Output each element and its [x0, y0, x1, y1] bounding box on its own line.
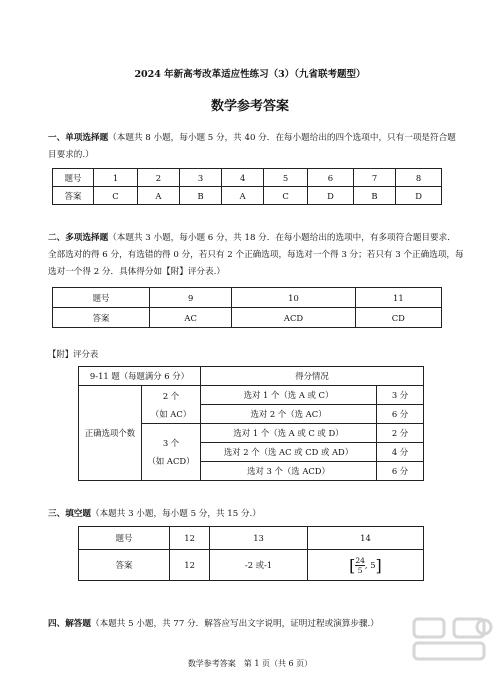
scoring-rubric-table [78, 366, 424, 481]
rubric-desc: 选对 2 个（选 AC） [201, 405, 377, 424]
answer-cell: AC [150, 308, 232, 328]
question-number: 10 [232, 288, 355, 308]
section3-table [78, 526, 424, 581]
question-number: 3 [179, 169, 221, 187]
question-number: 14 [307, 527, 423, 550]
question-number: 9 [150, 288, 232, 308]
section3-heading: 三、填空题 [48, 509, 91, 519]
section1-heading: 一、单项选择题 [48, 133, 109, 143]
rubric-desc: 选对 1 个（选 A 或 C 或 D） [201, 424, 377, 443]
interval-close-bracket: ] [375, 555, 382, 575]
answer-cell: B [353, 187, 395, 205]
row-label: 答案 [53, 187, 94, 205]
section4-heading: 四、解答题 [48, 619, 91, 629]
table-row [53, 288, 442, 308]
question-number: 6 [308, 169, 354, 187]
rubric-group-label: 正确选项个数 [79, 386, 142, 481]
fraction-denominator: 5 [357, 565, 363, 575]
table-row [53, 308, 442, 328]
answer-cell: D [308, 187, 354, 205]
question-number: 8 [396, 169, 442, 187]
table-row [79, 367, 424, 386]
row-label: 答案 [53, 308, 150, 328]
rubric-desc: 选对 1 个（选 A 或 C） [201, 386, 377, 405]
answer-cell: D [396, 187, 442, 205]
rubric-desc: 选对 2 个（选 AC 或 CD 或 AD） [201, 443, 377, 462]
table-row [79, 386, 424, 405]
rubric-score: 4 分 [377, 443, 424, 462]
rubric-two-sub: （如 AC） [150, 408, 192, 419]
exam-title: 2024 年新高考改革适应性练习（3）（九省联考题型） [134, 69, 366, 80]
rubric-score: 6 分 [377, 405, 424, 424]
section1-desc: （本题共 8 小题，每小题 5 分，共 40 分．在每小题给出的四个选项中，只有一项是符合题目要求的.） [48, 133, 456, 160]
interval-open-bracket: [ [349, 555, 356, 575]
table-row [53, 187, 442, 205]
question-number: 11 [355, 288, 441, 308]
answer-cell: A [137, 187, 179, 205]
answer-cell: B [179, 187, 221, 205]
answer-cell: C [264, 187, 308, 205]
page-footer: 数学参考答案 第 1 页（共 6 页） [187, 659, 313, 668]
question-number: 4 [222, 169, 264, 187]
watermark-logo-icon [410, 615, 494, 663]
section2-intro [48, 230, 464, 281]
answer-cell: CD [355, 308, 441, 328]
rubric-score: 2 分 [377, 424, 424, 443]
question-number: 2 [137, 169, 179, 187]
table-row [53, 169, 442, 187]
fraction-numerator: 24 [355, 555, 365, 565]
rubric-two-title: 2 个 [162, 390, 180, 401]
question-number: 7 [353, 169, 395, 187]
section2-table [52, 287, 442, 328]
document-title: 数学参考答案 [210, 99, 289, 114]
appendix-label: 【附】评分表 [48, 349, 99, 359]
question-number: 5 [264, 169, 308, 187]
rubric-head-left: 9-11 题（每题满分 6 分） [79, 367, 201, 386]
question-number: 12 [170, 527, 210, 550]
rubric-two-options [142, 386, 201, 424]
table-row [79, 550, 424, 581]
question-number: 1 [94, 169, 138, 187]
interval-upper: , 5 [364, 559, 376, 570]
rubric-three-options [142, 424, 201, 481]
fraction [355, 556, 365, 575]
answer-cell: 12 [170, 550, 210, 581]
rubric-three-sub: （如 ACD） [147, 456, 195, 466]
section2-heading: 二、多项选择题 [48, 233, 109, 243]
row-label: 题号 [53, 169, 94, 187]
section4-desc: （本题共 5 小题，共 77 分．解答应写出文字说明，证明过程或演算步骤.） [90, 619, 379, 629]
row-label: 题号 [53, 288, 150, 308]
section3-desc: （本题共 3 小题，每小题 5 分，共 15 分.） [90, 509, 261, 519]
answer-cell-14 [307, 550, 423, 581]
answer-cell: ACD [232, 308, 355, 328]
answer-cell: C [94, 187, 138, 205]
question-number: 13 [210, 527, 308, 550]
table-row [79, 527, 424, 550]
rubric-score: 6 分 [377, 462, 424, 481]
section2-desc: （本题共 3 小题，每小题 6 分，共 18 分．在每小题给出的选项中，有多项符合题目要求．全部选对的得 6 分，有选错的得 0 分，若只有 2 个正确选项，每选对一个得 3 分；若只有 3 个正确选项，每选对一个得 2 分．具体得分如【附】评分表.） [48, 233, 464, 277]
row-label: 答案 [79, 550, 170, 581]
rubric-score: 3 分 [377, 386, 424, 405]
rubric-three-title: 3 个 [162, 438, 180, 448]
section3-intro [48, 506, 464, 523]
answer-cell: -2 或-1 [210, 550, 308, 581]
section1-intro [48, 130, 464, 164]
answer-cell: A [222, 187, 264, 205]
section4-intro [48, 616, 464, 633]
rubric-head-right: 得分情况 [201, 367, 424, 386]
section1-table [52, 168, 442, 205]
row-label: 题号 [79, 527, 170, 550]
rubric-desc: 选对 3 个（选 ACD） [201, 462, 377, 481]
